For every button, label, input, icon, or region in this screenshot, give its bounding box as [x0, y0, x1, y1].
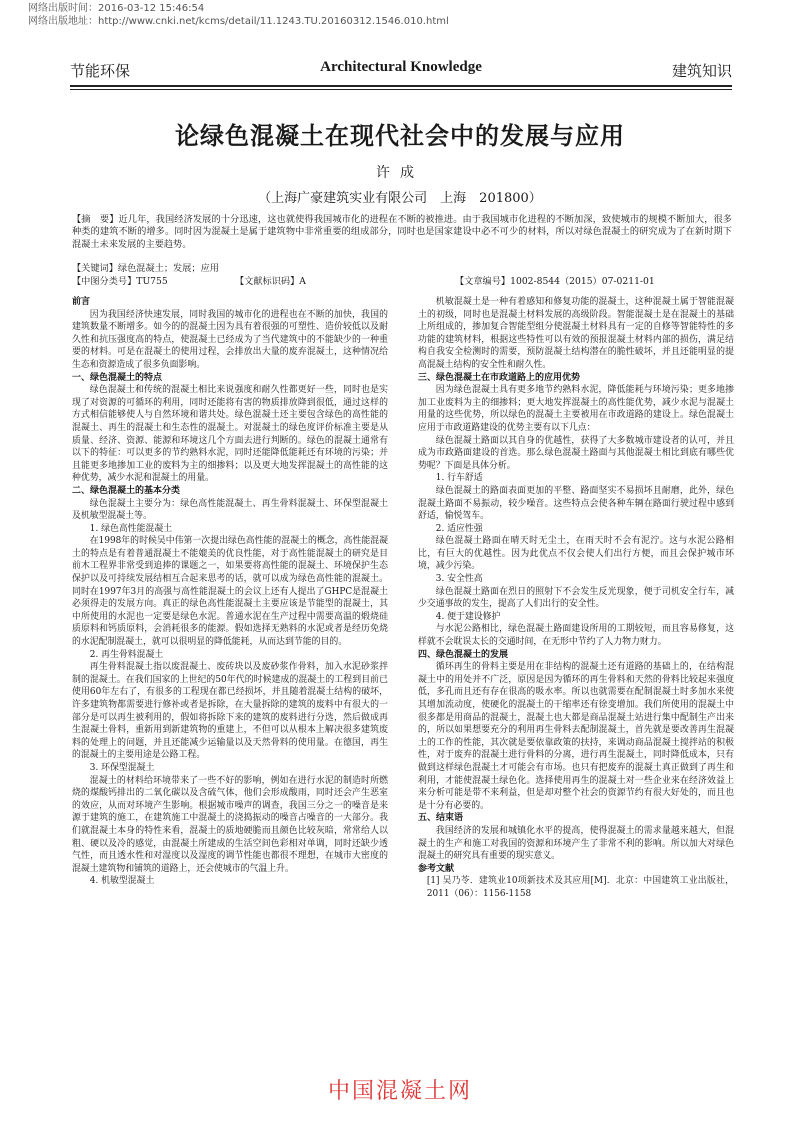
- subsection-heading: 4. 机敏型混凝土: [89, 876, 155, 887]
- subsection-heading: 2. 适应性强: [435, 523, 483, 534]
- footer-watermark: 中国混凝土网: [327, 1079, 472, 1104]
- section-heading: 一、绿色混凝土的特点: [72, 372, 163, 383]
- paper-title: 论绿色混凝土在现代社会中的发展与应用: [175, 121, 625, 150]
- paragraph: 绿色混凝土路面以其自身的优越性，获得了大多数城市建设者的认可，并且成为市政路面建设的首选。那么绿色混凝土路面与其他混凝土相比到底有哪些优势呢？下面是具体分析。: [418, 435, 734, 471]
- subsection-heading: 2. 再生骨料混凝土: [89, 649, 164, 660]
- document-code: 【文献标识码】A: [235, 276, 306, 287]
- header-rule-thin: [70, 89, 732, 90]
- paragraph: 绿色混凝土的路面表面更加的平整、路面坚实不易损坏且耐磨，此外，绿色混凝土路面不易振动，较少噪音。这些特点会使各种车辆在路面行驶过程中感到舒适，愉悦驾车。: [418, 485, 734, 522]
- subsection-heading: 4. 便于建设修护: [435, 611, 501, 622]
- header-right: 建筑知识: [671, 62, 732, 80]
- header-left: 节能环保: [70, 62, 131, 80]
- online-publish-url[interactable]: 网络出版地址：http://www.cnki.net/kcms/detail/11.1243.TU.20160312.1546.010.html: [28, 16, 449, 27]
- subsection-heading: 1. 行车舒适: [435, 473, 483, 484]
- subsection-heading: 1. 绿色高性能混凝土: [89, 523, 173, 534]
- paragraph: 绿色混凝土和传统的混凝土相比来说强度和耐久性都更好一些，同时也是实现了对资源的可循环的利用，同时还能将有害的物质排放降到很低，通过这样的方式相信能够使人与自然环境和谐共处。绿色混凝土还主要包含绿色的高性能的混凝土、再生的混凝土和生态性的混凝土。对混凝土的绿色度评价标准主要是从质量、经济、资源、能源和环境这几个方面去进行判断的。绿色的混凝土通常有以下的特征：可以更多的节约熟料水泥，同时还能降低能耗还有环境的污染；并且能更多地掺加工业的废料为主的细掺料；以及更大地发挥混凝土的高性能的这种优势，减少水泥和混凝土的用量。: [72, 385, 388, 484]
- right-column: [418, 296, 734, 901]
- left-column: [72, 296, 388, 888]
- paragraph: 混凝土的材料给环境带来了一些不好的影响，例如在进行水泥的制造时所燃烧的煤酸钙排出的二氧化碳以及含硫气体，他们会形成酸雨，同时还会产生恶室的效应，从而对环境产生影响。根据城市噪声的调查，我国三分之一的噪音是来源于建筑的施工，在建筑施工中混凝土的浇捣振动的噪音占噪音的一大部分。我们就混凝土本身的特性来看，混凝土的质地硬脆而且颜色比较灰暗，常常给人以粗、硬以及冷的感觉，由混凝土所建成的生活空间色彩相对单调，同时还缺少透气性，而且透水性和对湿度以及湿度的调节性能也都很不理想，在城市大密度的混凝土建筑物和铺筑的道路上，还会使城市的气温上升。: [72, 775, 388, 874]
- paragraph: 绿色混凝土路面在晴天时无尘土，在雨天时不会有泥泞。这与水泥公路相比，有巨大的优越性。因为此优点不仅会使人们出行方便，而且会保护城市环境，减少污染。: [418, 536, 734, 572]
- affiliation: （上海广豪建筑实业有限公司 上海 201800）: [258, 191, 542, 206]
- paragraph: 我国经济的发展和城镇化水平的提高，使得混凝土的需求量越来越大，但混凝土的生产和施工对我国的资源和环境产生了非常不利的影响。所以加大对绿色混凝土的研究具有重要的现实意义。: [418, 825, 734, 862]
- subsection-heading: 3. 安全性高: [435, 574, 483, 585]
- header-center: Architectural Knowledge: [320, 59, 482, 75]
- clc-number: 【中图分类号】TU755: [72, 276, 168, 287]
- abstract: 【摘 要】近几年，我国经济发展的十分迅速，这也就使得我国城市化的进程在不断的被推进。由于我国城市化进程的不断加深，致使城市的规模不断加大，很多种类的建筑不断的增多。同时因为混凝土是属于建筑物中非常重要的组成部分，同时也是国家建设中必不可少的材料，所以对绿色混凝土的研究成为了在新时期下混凝土未来发展的主要趋势。: [72, 214, 732, 250]
- paragraph: 与水泥公路相比，绿色混凝土路面建设所用的工期较短，而且容易修复，这样就不会耽误太长的交通时间，在无形中节约了人力物力财力。: [418, 624, 734, 648]
- running-header: [70, 56, 732, 84]
- section-heading: 前言: [72, 297, 91, 307]
- paragraph: 循环再生的骨料主要是用在非结构的混凝土还有道路的基础上的，在结构混凝土中的用处并不广泛，原因是因为循环的再生骨料和天然的骨料比较起来强度低，多孔而且还有存在很高的吸水率。所以也就需要在配制混凝土时多加水来使其增加流动度，使硬化的混凝土的干缩率还有徐变增加。我们所使用的混凝土中很多都是用商品的混凝土，混凝土也大都是商品混凝土站进行集中配制生产出来的，所以如果想要充分的利用再生骨料去配制混凝土，首先就是要改善再生混凝土的工作的性能，其次就是要依靠政策的扶持，来调动商品混凝土搅拌站的积极性，对于废弃的混凝土进行骨料的分离，进行再生混凝土，同时降低成本，只有做到这样绿色混凝土才可能会有市场。也只有把废弃的混凝土真正做到了再生和利用，才能使混凝土绿色化。选择使用再生的混凝土对一些企业来在经济效益上来分析可能是带不来利益，但是却对整个社会的资源节约有很大好处的，而且也是十分有必要的。: [418, 662, 734, 811]
- online-publish-time: 网络出版时间：2016-03-12 15:46:54: [28, 3, 205, 14]
- paragraph: 绿色混凝土路面在烈日的照射下不会发生反光现象，便于司机安全行车，减少交通事故的发生，提高了人们出行的安全性。: [418, 586, 734, 610]
- paragraph: 绿色混凝土主要分为：绿色高性能混凝土、再生骨料混凝土、环保型混凝土及机敏型混凝土等。: [72, 498, 388, 522]
- subsection-heading: 3. 环保型混凝土: [89, 762, 155, 773]
- keywords: 【关键词】绿色混凝土；发展；应用: [72, 263, 219, 274]
- section-heading: 二、绿色混凝土的基本分类: [72, 485, 181, 496]
- section-heading: 三、绿色混凝土在市政道路上的应用优势: [418, 372, 581, 383]
- paragraph: 机敏混凝土是一种有着感知和修复功能的混凝土，这种混凝土属于智能混凝土的初级，同时也是混凝土材料发展的高级阶段。智能混凝土是在混凝土的基础上所组成的，掺加复合智能型组分使混凝土材料具有一定的自修等智能特性的多功能的建筑材料，根据这些特性可以有效的预报混凝土材料内部的损伤，满足结构自我安全检测时的需要，预防混凝土结构潜在的脆性破坏，并且还能明显的提高混凝土结构的安全性和耐久性。: [418, 297, 734, 370]
- section-heading: 四、绿色混凝土的发展: [418, 649, 509, 660]
- section-heading: 参考文献: [418, 863, 455, 874]
- paragraph: 在1998年的时候吴中伟第一次提出绿色高性能的混凝土的概念，高性能混凝土的特点是有着普通混凝土不能媲美的优良性能，对于高性能混凝土的研究是目前木工程界非常受到追捧的课题之一，如果要将高性能的混凝土、环境保护生态保护以及可持续发展结相互合起来思考的话，就可以成为绿色高性能的混凝土。同时在1997年3月的高强与高性能混凝土的会议上还有人提出了GHPC是混凝土必须得走的发展方向。真正的绿色高性能混凝土主要应该是节能型的混凝土，其中所使用的水泥也一定要是绿色水泥。普通水泥在生产过程中需要高温的煅烧硅质原料和钙质原料，会消耗很多的能源。假如选择无熟料的水泥或者是经历免烧的水泥配制混凝土，就可以很明显的降低能耗，从而达到节能的目的。: [72, 536, 388, 648]
- author: 许成: [376, 165, 424, 181]
- reference-item: [1] 吴乃苓．建筑业10项新技术及其应用[M]．北京：中国建筑工业出版社，2011（06）：1156-1158: [426, 876, 734, 899]
- paragraph: 因为绿色混凝土具有更多地节约熟料水泥，降低能耗与环境污染；更多地掺加工业废料为主的细掺料；更大地发挥混凝土的高性能优势，减少水泥与混凝土用量的这些优势，所以绿色的混凝土主要被用在市政道路的建设上。绿色混凝土应用于市政道路建设的优势主要有以下几点：: [418, 385, 734, 433]
- paragraph: 再生骨料混凝土指以废混凝土、废砖块以及废砂浆作骨料，加入水泥砂浆拌制的混凝土。在我们国家的上世纪的50年代的时候建成的混凝土的工程到目前已使用60年左右了，有很多的工程现在都已经损坏，并且随着混凝土结构的破坏，许多建筑物都需要进行修补或者是拆除，在大量拆除的建筑的废料中有很大的一部分是可以再生被利用的，假如将拆除下来的建筑的废料进行分选，然后做成再生混凝土骨料，重新用到新建筑物的重建上，不但可以从根本上解决很多建筑废料的处理上的问题，并且还能减少运输量以及天然骨料的使用量。在德国，再生的混凝土的主要用途是公路工程。: [72, 662, 388, 761]
- section-heading: 五、结束语: [418, 813, 464, 824]
- article-id: 【文章编号】1002-8544（2015）07-0211-01: [455, 276, 655, 287]
- header-rule: [70, 85, 732, 87]
- paragraph: 因为我国经济快速发展，同时我国的城市化的进程也在不断的加快，我国的建筑数量不断增多。如今的的混凝土因为具有着很强的可塑性、造价较低以及耐久性和抗压强度高的特点，使混凝土已经成为了当代建筑中的不能缺少的一种重要的材料。可是在混凝土的使用过程，会排放出大量的废弃混凝土，这种情况给生态和资源造成了很多负面影响。: [72, 309, 388, 370]
